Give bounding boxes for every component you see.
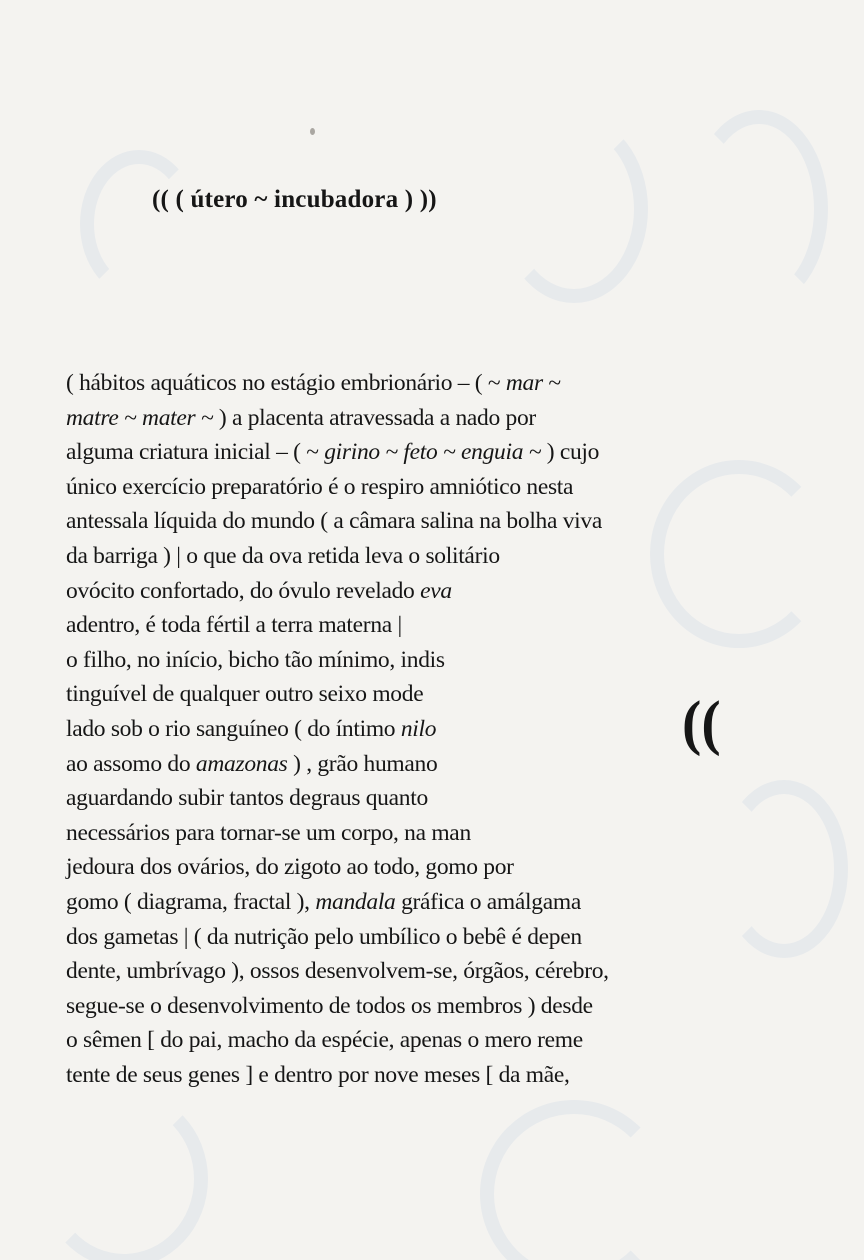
poem-line <box>66 608 786 643</box>
paper-speck <box>310 128 315 135</box>
show-through-mark <box>480 1100 668 1260</box>
italic-phrase: amazonas <box>195 750 288 777</box>
line-text: lado sob o rio sanguíneo ( do íntimo <box>66 715 401 742</box>
show-through-mark <box>40 1090 208 1260</box>
poem-line <box>66 677 786 712</box>
poem-line <box>66 747 786 782</box>
poem-line <box>66 470 786 505</box>
show-through-mark <box>500 115 648 303</box>
line-text: segue-se o desenvolvimento de todos os membros ) desde <box>66 992 593 1019</box>
poem-line <box>66 574 786 609</box>
show-through-mark <box>80 150 198 298</box>
italic-phrase: girino ~ feto ~ enguia ~ <box>324 439 542 466</box>
line-text: ( hábitos aquáticos no estágio embrionário – ( ~ <box>66 370 506 396</box>
poem-line <box>66 366 786 401</box>
italic-phrase: eva <box>420 577 452 604</box>
line-text: aguardando subir tantos degraus quanto <box>66 785 428 812</box>
line-text: o filho, no início, bicho tão mínimo, indis <box>66 646 445 673</box>
line-text: alguma criatura inicial – ( ~ <box>66 439 325 466</box>
line-text: tinguível de qualquer outro seixo mode <box>66 681 424 708</box>
poem-line <box>66 920 786 955</box>
line-text: antessala líquida do mundo ( a câmara salina na bolha viva <box>66 508 602 535</box>
poem-title <box>152 186 437 214</box>
line-text: o sêmen [ do pai, macho da espécie, apenas o mero reme <box>66 1027 583 1054</box>
poem-line <box>66 539 786 574</box>
line-text: gomo ( diagrama, fractal ), <box>66 888 316 915</box>
line-text: gráfica o amálgama <box>395 888 581 915</box>
poem-line <box>66 435 786 470</box>
title-text: útero ~ incubadora <box>190 186 399 213</box>
line-text: da barriga ) | o que da ova retida leva o solitário <box>66 542 500 569</box>
line-text: ao assomo do <box>66 750 196 777</box>
poem-line <box>66 954 786 989</box>
line-text: dos gametas | ( da nutrição pelo umbílico o bebê é depen <box>66 923 582 950</box>
line-text: ) , grão humano <box>287 750 438 777</box>
poem-line <box>66 989 786 1024</box>
poem-line <box>66 712 786 747</box>
line-text: ) cujo <box>541 439 600 466</box>
title-open-parens: (( ( <box>152 186 185 213</box>
line-text: dente, umbrívago ), ossos desenvolvem-se, órgãos, cérebro, <box>66 958 609 985</box>
poem-line <box>66 885 786 920</box>
italic-phrase: nilo <box>400 715 437 742</box>
poem-line <box>66 1023 786 1058</box>
poem-line <box>66 1058 786 1093</box>
italic-phrase: mandala <box>315 888 396 915</box>
side-parentheses-mark: (( <box>682 688 721 757</box>
poem-line <box>66 401 786 436</box>
line-text: ovócito confortado, do óvulo revelado <box>66 577 421 604</box>
line-text: único exercício preparatório é o respiro amniótico nesta <box>66 473 574 500</box>
line-text: jedoura dos ovários, do zigoto ao todo, gomo por <box>66 854 514 881</box>
line-text: tente de seus genes ] e dentro por nove meses [ da mãe, <box>66 1061 570 1088</box>
show-through-mark <box>690 110 828 308</box>
line-text: ~ <box>542 370 561 396</box>
italic-phrase: matre ~ mater ~ <box>66 404 214 431</box>
poem-line <box>66 850 786 885</box>
title-close-parens: ) )) <box>404 186 437 213</box>
poem-line <box>66 504 786 539</box>
line-text: necessários para tornar-se um corpo, na man <box>66 819 471 846</box>
poem-line <box>66 643 786 678</box>
poem-body <box>66 366 786 1092</box>
line-text: adentro, é toda fértil a terra materna | <box>66 612 402 639</box>
line-text: ) a placenta atravessada a nado por <box>213 404 536 431</box>
poem-line <box>66 781 786 816</box>
italic-phrase: mar <box>505 370 543 396</box>
poem-line <box>66 816 786 851</box>
